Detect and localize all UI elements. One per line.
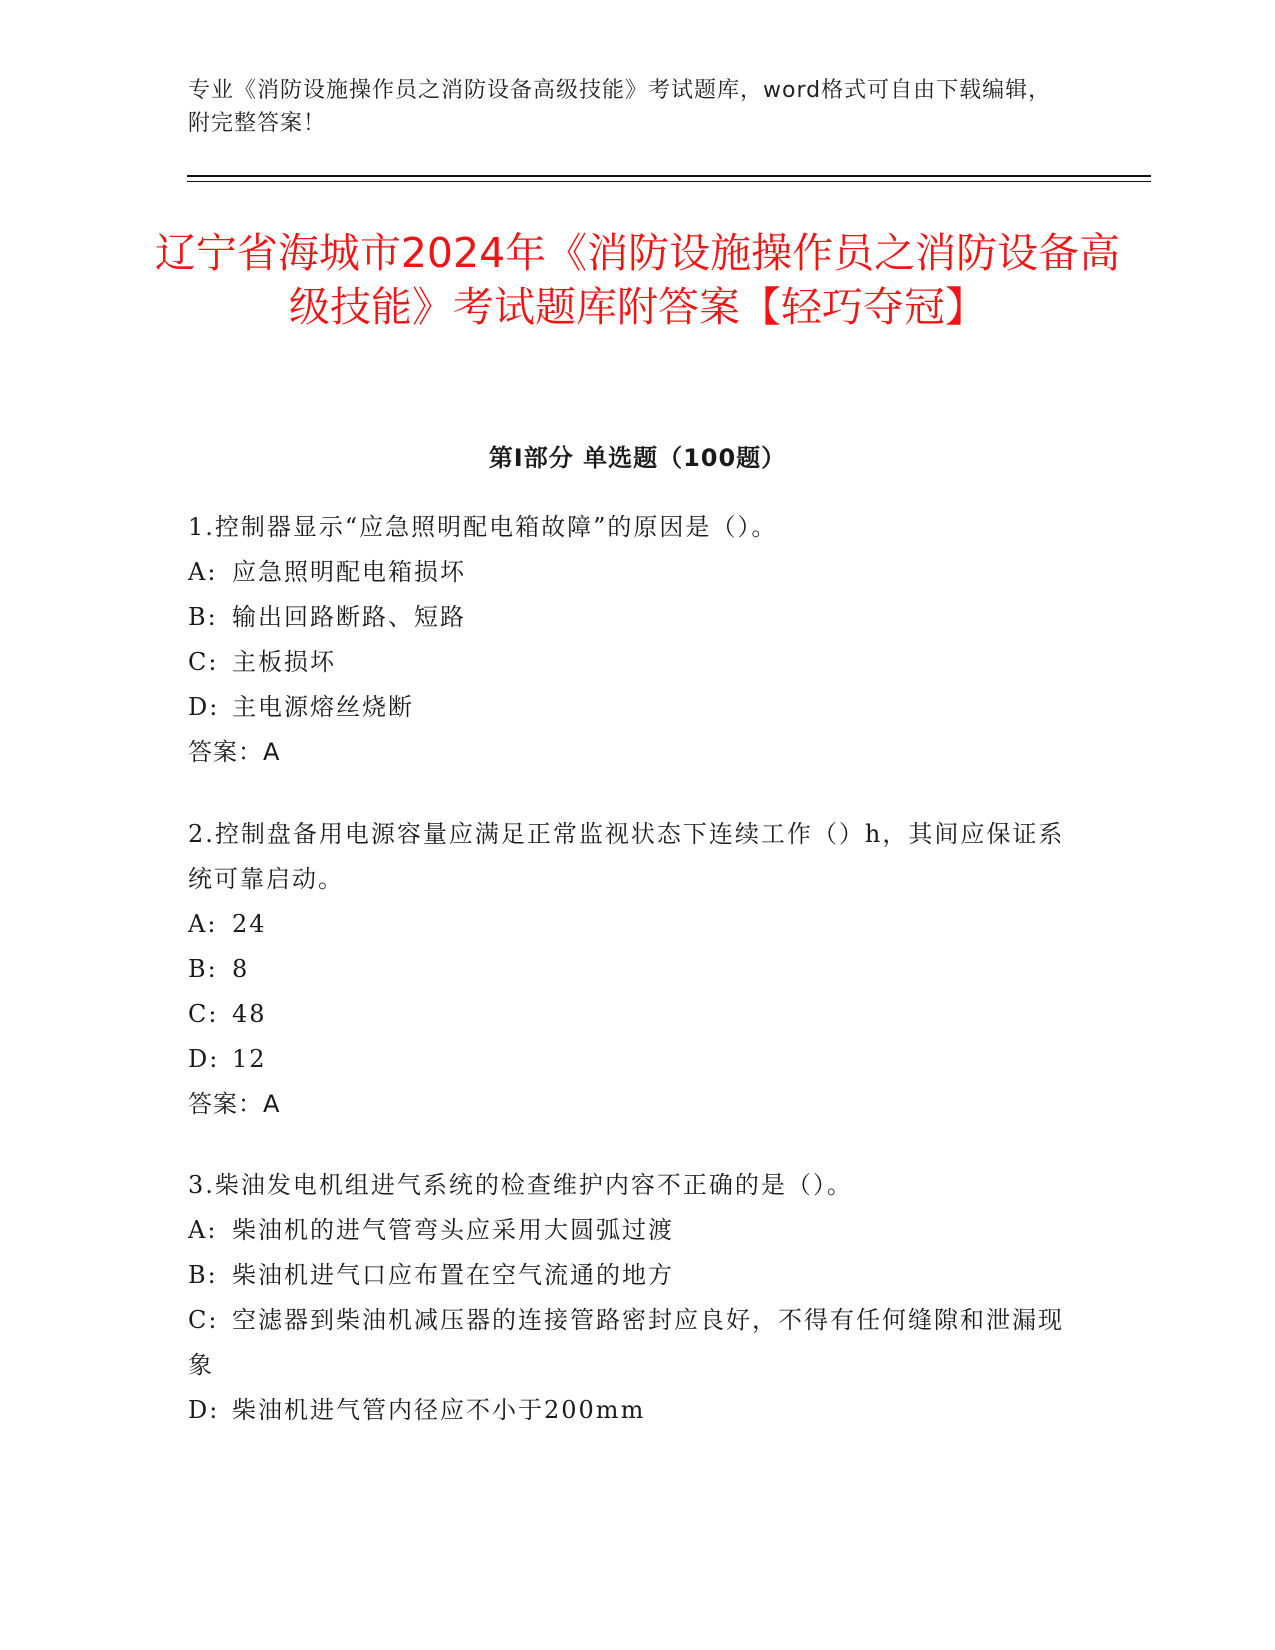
option-a — [188, 550, 1068, 595]
option-label: A: — [188, 1216, 218, 1244]
option-b — [188, 1253, 1068, 1298]
option-text: 8 — [232, 955, 250, 983]
option-label: C: — [188, 648, 219, 676]
option-text: 输出回路断路、短路 — [232, 603, 466, 631]
option-text: 12 — [232, 1045, 267, 1073]
header-rule-thin — [187, 181, 1151, 182]
header-rule-thick — [187, 175, 1151, 177]
option-text: 主板损坏 — [232, 648, 336, 676]
question-stem: 2.控制盘备用电源容量应满足正常监视状态下连续工作（）h，其间应保证系统可靠启动。 — [188, 820, 1065, 893]
option-text: 柴油机进气口应布置在空气流通的地方 — [232, 1261, 674, 1289]
option-text: 空滤器到柴油机减压器的连接管路密封应良好，不得有任何缝隙和泄漏现象 — [188, 1306, 1064, 1379]
option-a — [188, 1208, 1068, 1253]
option-c — [188, 640, 1068, 685]
section-heading: 第I部分 单选题（100题） — [488, 444, 787, 472]
header-note: 专业《消防设施操作员之消防设备高级技能》考试题库，word格式可自由下载编辑，附完整答案！ — [188, 78, 1052, 136]
option-label: B: — [188, 1261, 218, 1289]
option-d — [188, 1388, 1068, 1433]
option-label: D: — [188, 693, 220, 721]
option-text: 主电源熔丝烧断 — [232, 693, 414, 721]
option-label: C: — [188, 1306, 219, 1334]
option-b — [188, 947, 1068, 992]
question-2 — [188, 812, 1068, 1127]
option-text: 48 — [232, 1000, 267, 1028]
option-label: D: — [188, 1396, 220, 1424]
option-text: 24 — [232, 910, 267, 938]
answer: 答案：A — [188, 738, 281, 766]
option-text: 柴油机的进气管弯头应采用大圆弧过渡 — [232, 1216, 674, 1244]
option-label: B: — [188, 603, 218, 631]
option-c — [188, 992, 1068, 1037]
option-label: D: — [188, 1045, 220, 1073]
document-title: 辽宁省海城市2024年《消防设施操作员之消防设备高级技能》考试题库附答案【轻巧夺冠】 — [154, 229, 1121, 331]
question-3 — [188, 1163, 1068, 1433]
question-stem: 3.柴油发电机组进气系统的检查维护内容不正确的是（）。 — [188, 1171, 853, 1199]
option-label: B: — [188, 955, 218, 983]
option-text: 应急照明配电箱损坏 — [232, 558, 466, 586]
option-c — [188, 1298, 1068, 1388]
question-1 — [188, 505, 1068, 775]
option-b — [188, 595, 1068, 640]
answer: 答案：A — [188, 1090, 281, 1118]
option-label: C: — [188, 1000, 219, 1028]
option-d — [188, 1037, 1068, 1082]
option-label: A: — [188, 558, 218, 586]
question-stem: 1.控制器显示“应急照明配电箱故障”的原因是（）。 — [188, 513, 778, 541]
option-d — [188, 685, 1068, 730]
option-text: 柴油机进气管内径应不小于200mm — [232, 1396, 646, 1424]
option-label: A: — [188, 910, 218, 938]
option-a — [188, 902, 1068, 947]
